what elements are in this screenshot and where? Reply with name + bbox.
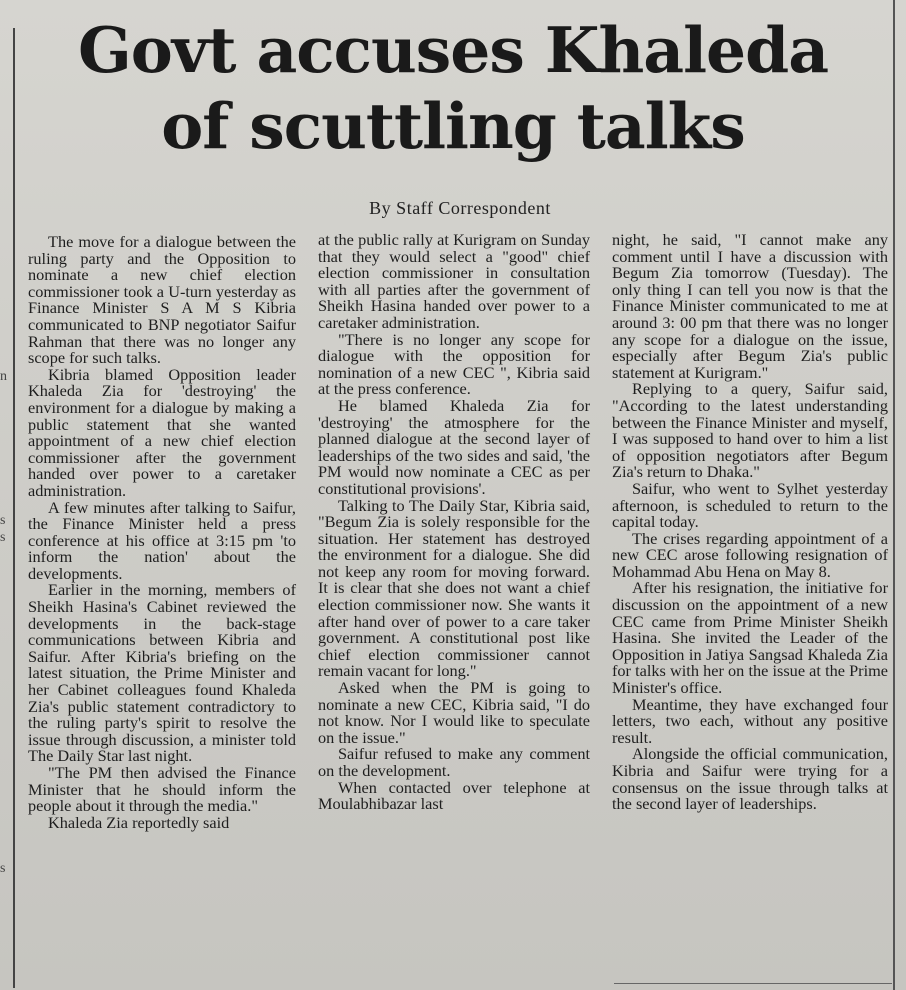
column-rule-right (893, 0, 895, 990)
paragraph: Khaleda Zia reportedly said (48, 812, 230, 832)
paragraph: Saifur, who went to Sylhet yesterday afternoon, is scheduled to return to the capital today. (612, 478, 888, 532)
paragraph: He blamed Khaleda Zia for 'destroying' the atmosphere for the planned dialogue at the second layer of leaderships of the two sides and said, 'the PM would now nominate a CEC as per constitutional provisions'. (318, 395, 590, 498)
byline: By Staff Correspondent (369, 198, 551, 218)
article-column-2 (318, 232, 590, 813)
paragraph: at the public rally at Kurigram on Sunday that they would select a "good" chief election commissioner in consultation with all parties after the government of Sheikh Hasina handed over power to a caretaker administration. (318, 230, 590, 332)
margin-fragment: s (0, 530, 6, 545)
paragraph: night, he said, "I cannot make any comment until I have a discussion with Begum Zia tomorrow (Tuesday). The only thing I can tell you now is that the Finance Minister communicated to me at around 3: 00 pm that there was no longer any scope for a dialogue on the issue, especially after Begum Zia's public statement at Kurigram." (612, 230, 888, 382)
paragraph: The move for a dialogue between the ruling party and the Opposition to nominate a new chief election commissioner took a U-turn yesterday as Finance Minister S A M S Kibria communicated to BNP negotiator Saifur Rahman that there was no longer any scope for such talks. (28, 232, 296, 368)
paragraph: Earlier in the morning, members of Sheikh Hasina's Cabinet reviewed the developments in the back-stage communications between Kibria and Saifur. After Kibria's briefing on the latest situation, the Prime Minister and her Cabinet colleagues found Khaleda Zia's public statement contradictory to the ruling party's spirit to resolve the issue through discussion, a minister told The Daily Star last night. (28, 580, 296, 766)
margin-fragment: s (0, 513, 6, 528)
paragraph: Alongside the official communication, Kibria and Saifur were trying for a consensus on the issue through talks at the second layer of leaderships. (612, 744, 888, 814)
headline (14, 12, 892, 164)
article-column-1 (28, 234, 296, 831)
headline-line-1: Govt accuses Khaleda (77, 13, 829, 87)
bottom-rule (614, 983, 892, 984)
article-column-3 (612, 232, 888, 813)
paragraph: Asked when the PM is going to nominate a new CEC, Kibria said, "I do not know. Nor I would like to speculate on the issue." (318, 678, 590, 747)
column-rule-left (13, 28, 15, 988)
paragraph: Talking to The Daily Star, Kibria said, "Begum Zia is solely responsible for the situation. Her statement has destroyed the environment for a dialogue. She did not keep any room for moving forward. It is clear that she does not want a chief election commissioner now. She wants it after hand over of power to a care taker government. A constitutional post like chief election commissioner cannot remain vacant for long." (318, 495, 590, 681)
paragraph: When contacted over telephone at Moulabhibazar last (318, 777, 590, 814)
paragraph: The crises regarding appointment of a new CEC arose following resignation of Mohammad Abu Hena on May 8. (612, 528, 888, 581)
paragraph: Replying to a query, Saifur said, "According to the latest understanding between the Finance Minister and myself, I was supposed to hand over to him a list of opposition negotiators after Begum Zia's return to Dhaka." (612, 379, 888, 482)
paragraph: After his resignation, the initiative for discussion on the appointment of a new CEC came from Prime Minister Sheikh Hasina. She invited the Leader of the Opposition in Jatiya Sangsad Khaleda Zia for talks with her on the issue at the Prime Minister's office. (612, 578, 888, 698)
paragraph: "There is no longer any scope for dialogue with the opposition for nomination of a new CEC ", Kibria said at the press conference. (318, 329, 590, 399)
headline-line-2: of scuttling talks (161, 89, 745, 163)
margin-fragment: s (0, 861, 6, 876)
paragraph: "The PM then advised the Finance Minister that he should inform the people about it through the media." (28, 763, 296, 816)
paragraph: Meantime, they have exchanged four letters, two each, without any positive result. (612, 694, 888, 747)
paragraph: Kibria blamed Opposition leader Khaleda Zia for 'destroying' the environment for a dialogue by making a public statement that she wanted appointment of a new chief election commissioner after the government handed over power to a caretaker administration. (28, 364, 296, 500)
margin-fragment: n (0, 369, 7, 384)
paragraph: Saifur refused to make any comment on the development. (318, 744, 590, 780)
paragraph: A few minutes after talking to Saifur, the Finance Minister held a press conference at his office at 3:15 pm 'to inform the nation' about the developments. (28, 497, 296, 583)
